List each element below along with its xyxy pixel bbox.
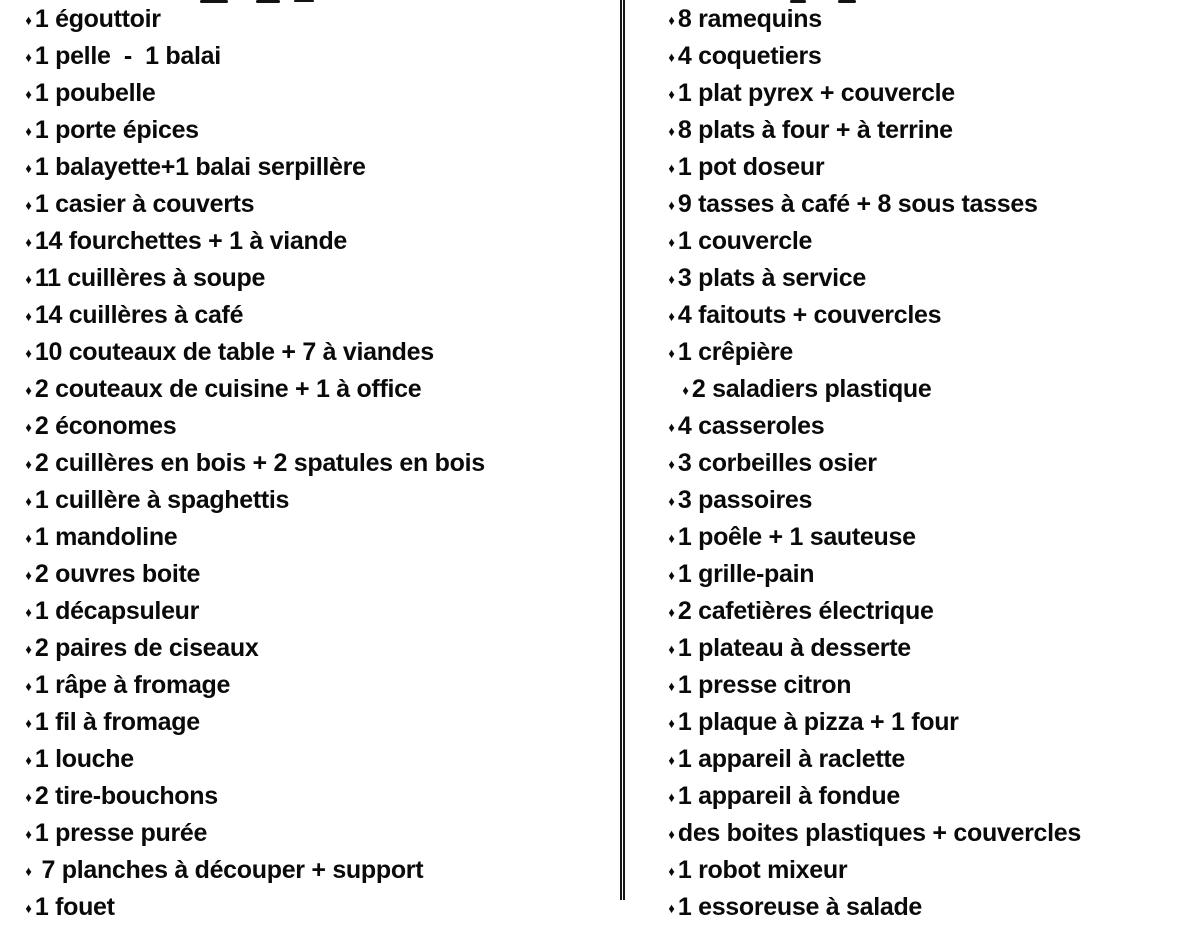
list-item-label: 1 balayette+1 balai serpillère <box>34 153 366 181</box>
list-item <box>668 852 1193 889</box>
bullet-diamond-icon: ♦ <box>668 307 675 324</box>
bullet-diamond-icon: ♦ <box>25 48 32 65</box>
list-item-label: 1 râpe à fromage <box>34 671 231 699</box>
list-item <box>668 593 1193 630</box>
list-item-label: 1 poubelle <box>34 79 156 107</box>
list-item-label: 1 fouet <box>34 893 115 921</box>
bullet-diamond-icon: ♦ <box>25 566 32 583</box>
list-item <box>668 889 1193 926</box>
bullet-diamond-icon: ♦ <box>668 344 675 361</box>
list-item-label: 4 coquetiers <box>677 42 822 70</box>
bullet-diamond-icon: ♦ <box>668 48 675 65</box>
list-item-label: 1 presse citron <box>677 671 852 699</box>
list-item-label: 3 passoires <box>677 486 813 514</box>
list-item-label: 1 couvercle <box>677 227 813 255</box>
list-item-label: 1 appareil à raclette <box>677 745 906 773</box>
bullet-diamond-icon: ♦ <box>668 788 675 805</box>
list-item-label: 11 cuillères à soupe <box>34 264 266 292</box>
bullet-diamond-icon: ♦ <box>668 899 675 916</box>
list-item <box>668 482 1193 519</box>
list-item-label: 4 casseroles <box>677 412 825 440</box>
bullet-diamond-icon: ♦ <box>25 492 32 509</box>
list-item-label: 1 plaque à pizza + 1 four <box>677 708 959 736</box>
list-item <box>25 186 615 223</box>
bullet-diamond-icon: ♦ <box>668 159 675 176</box>
bullet-diamond-icon: ♦ <box>25 455 32 472</box>
list-item <box>668 630 1193 667</box>
list-item <box>25 556 615 593</box>
bullet-diamond-icon: ♦ <box>668 566 675 583</box>
bullet-diamond-icon: ♦ <box>25 381 32 398</box>
list-item <box>668 815 1193 852</box>
list-item-label: 1 décapsuleur <box>34 597 200 625</box>
list-item <box>668 260 1193 297</box>
list-item <box>668 149 1193 186</box>
bullet-diamond-icon: ♦ <box>668 418 675 435</box>
list-item-label: 1 mandoline <box>34 523 178 551</box>
list-item-label: 2 cuillères en bois + 2 spatules en bois <box>34 449 485 477</box>
bullet-diamond-icon: ♦ <box>668 122 675 139</box>
bullet-diamond-icon: ♦ <box>25 270 32 287</box>
bullet-diamond-icon: ♦ <box>668 677 675 694</box>
bullet-diamond-icon: ♦ <box>25 640 32 657</box>
list-item <box>668 556 1193 593</box>
list-item-label: 1 robot mixeur <box>677 856 848 884</box>
list-item <box>668 334 1193 371</box>
list-item <box>25 38 615 75</box>
bullet-diamond-icon: ♦ <box>668 640 675 657</box>
list-item <box>25 519 615 556</box>
column-divider <box>620 0 625 900</box>
list-item <box>668 371 1193 408</box>
list-item <box>668 704 1193 741</box>
bullet-diamond-icon: ♦ <box>25 899 32 916</box>
list-item-label: 1 pot doseur <box>677 153 825 181</box>
list-item <box>668 445 1193 482</box>
bullet-diamond-icon: ♦ <box>668 529 675 546</box>
inventory-left-column <box>25 1 615 926</box>
bullet-diamond-icon: ♦ <box>25 714 32 731</box>
bullet-diamond-icon: ♦ <box>668 11 675 28</box>
list-item <box>668 408 1193 445</box>
list-item <box>25 223 615 260</box>
list-item <box>668 75 1193 112</box>
bullet-diamond-icon: ♦ <box>25 307 32 324</box>
list-item-label: 1 casier à couverts <box>34 190 255 218</box>
list-item-label: 2 saladiers plastique <box>691 375 932 403</box>
bullet-diamond-icon: ♦ <box>25 159 32 176</box>
bullet-diamond-icon: ♦ <box>25 196 32 213</box>
list-item-label: 8 ramequins <box>677 5 822 33</box>
list-item-label: 2 paires de ciseaux <box>34 634 259 662</box>
bullet-diamond-icon: ♦ <box>668 751 675 768</box>
bullet-diamond-icon: ♦ <box>668 233 675 250</box>
bullet-diamond-icon: ♦ <box>668 85 675 102</box>
list-item-label: 1 pelle - 1 balai <box>34 42 221 70</box>
list-item <box>25 630 615 667</box>
list-item-label: 3 plats à service <box>677 264 866 292</box>
list-item-label: 1 fil à fromage <box>34 708 200 736</box>
list-item-label: 3 corbeilles osier <box>677 449 877 477</box>
bullet-diamond-icon: ♦ <box>668 862 675 879</box>
bullet-diamond-icon: ♦ <box>25 825 32 842</box>
list-item-label: 9 tasses à café + 8 sous tasses <box>677 190 1038 218</box>
list-item <box>25 852 615 889</box>
list-item <box>25 482 615 519</box>
bullet-diamond-icon: ♦ <box>25 751 32 768</box>
list-item-label: 1 cuillère à spaghettis <box>34 486 290 514</box>
list-item-label: 1 poêle + 1 sauteuse <box>677 523 916 551</box>
bullet-diamond-icon: ♦ <box>668 196 675 213</box>
list-item-label: 1 louche <box>34 745 134 773</box>
list-item-label: 2 cafetières électrique <box>677 597 934 625</box>
bullet-diamond-icon: ♦ <box>668 714 675 731</box>
bullet-diamond-icon: ♦ <box>25 788 32 805</box>
list-item <box>668 778 1193 815</box>
list-item-label: 7 planches à découper + support <box>34 856 424 884</box>
inventory-right-column <box>668 1 1193 926</box>
list-item-label: 1 crêpière <box>677 338 793 366</box>
list-item <box>668 223 1193 260</box>
bullet-diamond-icon: ♦ <box>25 677 32 694</box>
list-item <box>25 297 615 334</box>
list-item <box>25 408 615 445</box>
list-item-label: 8 plats à four + à terrine <box>677 116 953 144</box>
list-item <box>668 1 1193 38</box>
list-item <box>25 704 615 741</box>
bullet-diamond-icon: ♦ <box>25 862 32 879</box>
list-item-label: 14 cuillères à café <box>34 301 244 329</box>
list-item <box>25 260 615 297</box>
list-item <box>25 112 615 149</box>
bullet-diamond-icon: ♦ <box>668 603 675 620</box>
list-item <box>668 667 1193 704</box>
list-item-label: 2 ouvres boite <box>34 560 201 588</box>
list-item-label: 1 grille-pain <box>677 560 815 588</box>
list-item-label: 1 plateau à desserte <box>677 634 911 662</box>
bullet-diamond-icon: ♦ <box>25 603 32 620</box>
list-item-label: 1 essoreuse à salade <box>677 893 923 921</box>
list-item <box>25 334 615 371</box>
list-item <box>25 593 615 630</box>
bullet-diamond-icon: ♦ <box>25 418 32 435</box>
list-item <box>668 112 1193 149</box>
list-item-label: 2 tire-bouchons <box>34 782 218 810</box>
bullet-diamond-icon: ♦ <box>25 85 32 102</box>
list-item-label: 1 appareil à fondue <box>677 782 900 810</box>
list-item-label: 1 plat pyrex + couvercle <box>677 79 955 107</box>
list-item <box>668 297 1193 334</box>
list-item <box>25 1 615 38</box>
list-item-label: des boites plastiques + couvercles <box>677 819 1082 847</box>
list-item <box>25 445 615 482</box>
bullet-diamond-icon: ♦ <box>25 344 32 361</box>
list-item-label: 2 couteaux de cuisine + 1 à office <box>34 375 422 403</box>
list-item <box>25 149 615 186</box>
bullet-diamond-icon: ♦ <box>25 529 32 546</box>
list-item <box>25 778 615 815</box>
list-item-label: 10 couteaux de table + 7 à viandes <box>34 338 434 366</box>
bullet-diamond-icon: ♦ <box>668 825 675 842</box>
list-item-label: 1 presse purée <box>34 819 208 847</box>
list-item-label: 14 fourchettes + 1 à viande <box>34 227 348 255</box>
bullet-diamond-icon: ♦ <box>668 492 675 509</box>
bullet-diamond-icon: ♦ <box>25 233 32 250</box>
list-item <box>668 519 1193 556</box>
list-item <box>25 667 615 704</box>
list-item-label: 1 égouttoir <box>34 5 161 33</box>
list-item-label: 1 porte épices <box>34 116 199 144</box>
bullet-diamond-icon: ♦ <box>25 122 32 139</box>
list-item <box>668 38 1193 75</box>
list-item <box>668 186 1193 223</box>
list-item <box>25 371 615 408</box>
bullet-diamond-icon: ♦ <box>668 270 675 287</box>
list-item <box>668 741 1193 778</box>
list-item <box>25 75 615 112</box>
list-item <box>25 815 615 852</box>
list-item-label: 4 faitouts + couvercles <box>677 301 942 329</box>
bullet-diamond-icon: ♦ <box>668 455 675 472</box>
bullet-diamond-icon: ♦ <box>25 11 32 28</box>
list-item <box>25 741 615 778</box>
bullet-diamond-icon: ♦ <box>682 381 689 398</box>
list-item <box>25 889 615 926</box>
list-item-label: 2 économes <box>34 412 177 440</box>
